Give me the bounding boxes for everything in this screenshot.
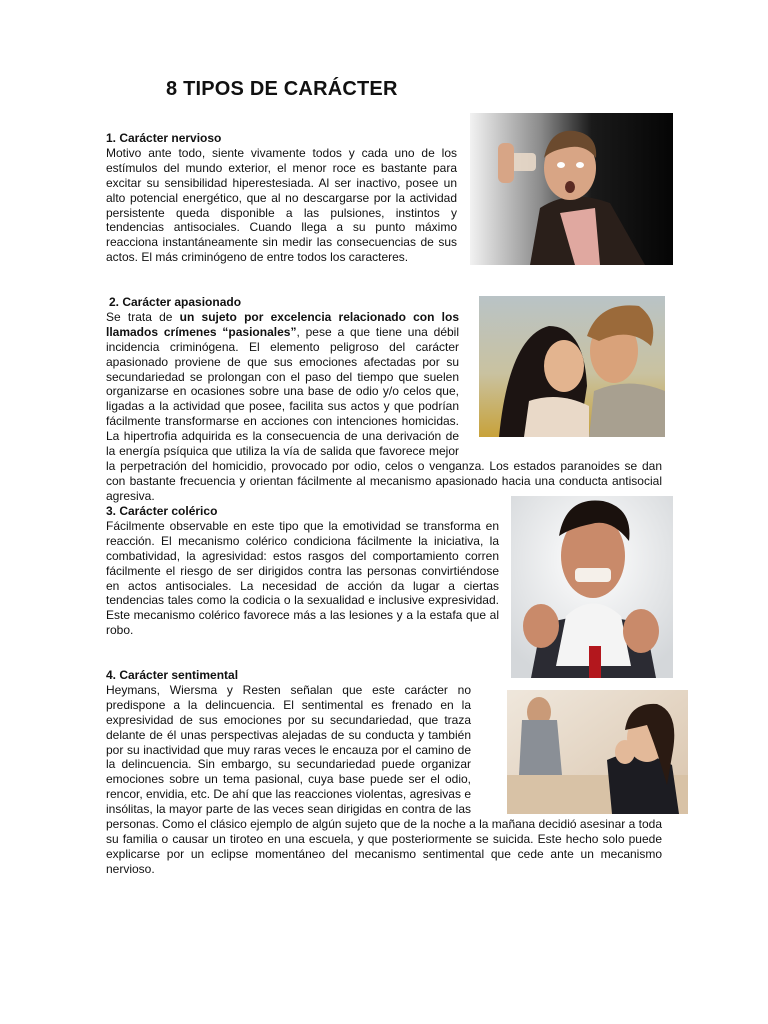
section-colerico bbox=[106, 504, 499, 638]
photo-sad-couple bbox=[507, 690, 688, 814]
section-heading: 4. Carácter sentimental bbox=[106, 668, 239, 682]
section-heading-text: 2. Carácter apasionado bbox=[109, 295, 242, 309]
section-body-bold: un sujeto por excelencia relacionado con los llamados crímenes “pasionales” bbox=[106, 309, 459, 339]
section-body: Motivo ante todo, siente vivamente todos y cada uno de los estímulos del mundo exterior, el menor roce es bastante para excitar su sensibilidad hiperestesiada. Al ser inactivo, posee un alto potencial energético, que al no descargarse por la actividad persistente queda disponible a las pulsiones, instintos y tendencias antisociales. Cuando llega a su punto máximo reacciona instantáneamente sin medir las consecuencias de sus actos. El más criminógeno de entre todos los caracteres. bbox=[106, 145, 457, 265]
section-body: Fácilmente observable en este tipo que la emotividad se transforma en reacción. El mecanismo colérico condiciona fácilmente la iniciativa, la combatividad, la agresividad: estos rasgos del comportamiento corren fácilmente el riesgo de ser dirigidos contra las personas convirtiéndose en actos antisociales. La necesidad de acción da lugar a ciertas tendencias tales como la codicia o la sexualidad e inclusive expresividad. Este mecanismo colérico favorece más a las lesiones y a la estafa que al robo. bbox=[106, 518, 499, 638]
section-nervioso bbox=[106, 131, 457, 265]
section-body-pre: Se trata de bbox=[106, 309, 180, 324]
photo-angry-man bbox=[511, 496, 673, 678]
photo-couple bbox=[479, 296, 665, 437]
photo-nervous-man bbox=[470, 113, 673, 265]
section-body-post: , pese a que tiene una débil incidencia criminógena. El elemento peligroso del carácter apasionado proviene de que sus emociones afectadas por su secundariedad se prolongan con el paso del tiempo que suelen organizarse en ocasiones sobre una base de odio y/o celos que, ligadas a la actividad que posee, facilita sus actos y que podrían fácilmente transformarse en acciones con intenciones homicidas. La hipertrofia adquirida es la consecuencia de una derivación de la energía psíquica que utiliza la vía de salida que favorece mejor la perpetración del homicidio, provocado por odio, celos o venganza. Los estados paranoides se dan con bastante frecuencia y orientan fácilmente al mecanismo apasionado hacia una conducta antisocial agresiva. bbox=[106, 324, 662, 503]
section-heading: 1. Carácter nervioso bbox=[106, 131, 222, 145]
page-title: 8 TIPOS DE CARÁCTER bbox=[166, 78, 398, 100]
section-body-text: Heymans, Wiersma y Resten señalan que este carácter no predispone a la delincuencia. El sentimental es frenado en la expresividad de sus emociones por su secundariedad, que traza delante de él unas perspectivas alejadas de su conducta y también por su inactividad que muy raras veces le encauza por el camino de la delincuencia. Sin embargo, su secundariedad puede organizar emociones sobre un tema pasional, cuya base puede ser el odio, rencor, envidia, etc. De ahí que las reacciones violentas, agresivas e insólitas, la mayor parte de las veces sean dirigidas en contra de las personas. Como el clásico ejemplo de algún sujeto que de la noche a la mañana decidió asesinar a toda su familia o causar un tiroteo en una escuela, y que posteriormente se suicida. Este hecho solo puede explicarse por un eclipse momentáneo del mecanismo sentimental que cede ante un mecanismo nervioso. bbox=[106, 682, 662, 876]
section-heading: 3. Carácter colérico bbox=[106, 504, 218, 518]
